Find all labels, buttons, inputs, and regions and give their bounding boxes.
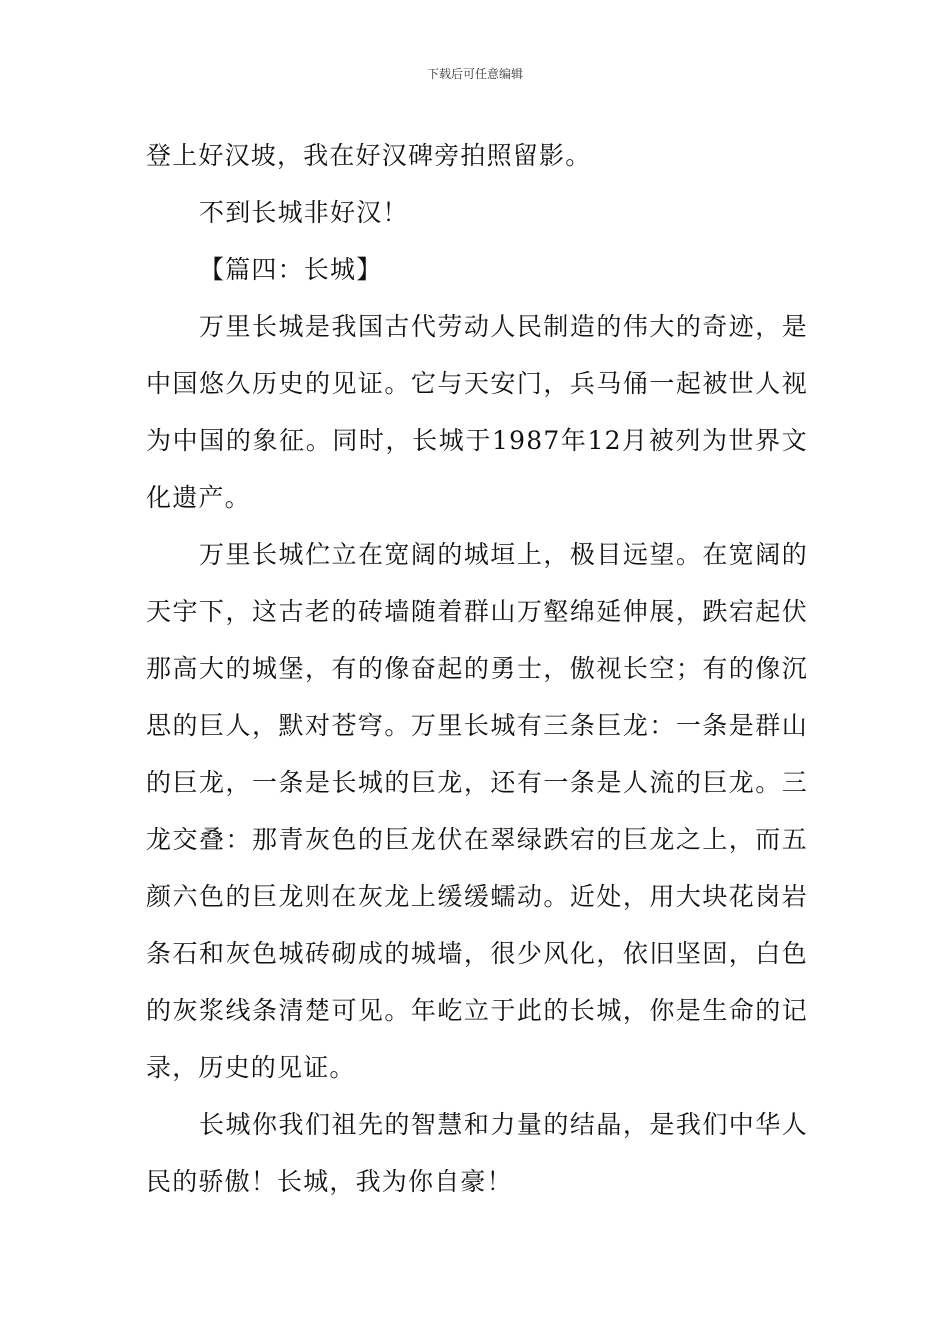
- page-header-note: 下载后可任意编辑: [426, 67, 523, 81]
- paragraph-3: 万里长城是我国古代劳动人民制造的伟大的奇迹，是中国悠久历史的见证。它与天安门，兵马俑一起被世人视为中国的象征。同时，长城于1987年12月被列为世界文化遗产。: [146, 312, 808, 512]
- paragraph-1: 登上好汉坡，我在好汉碑旁拍照留影。: [146, 141, 592, 170]
- paragraph-2: 不到长城非好汉！: [199, 198, 409, 227]
- paragraph-4: 万里长城伫立在宽阔的城垣上，极目远望。在宽阔的天宇下，这古老的砖墙随着群山万壑绵延伸展，跌宕起伏那高大的城堡，有的像奋起的勇士，傲视长空；有的像沉思的巨人，默对苍穹。万里长城有三条巨龙：一条是群山的巨龙，一条是长城的巨龙，还有一条是人流的巨龙。三龙交叠：那青灰色的巨龙伏在翠绿跌宕的巨龙之上，而五颜六色的巨龙则在灰龙上缓缓蠕动。近处，用大块花岗岩条石和灰色城砖砌成的城墙，很少风化，依旧坚固，白色的灰浆线条清楚可见。年屹立于此的长城，你是生命的记录，历史的见证。: [146, 540, 808, 1082]
- document-body: [146, 127, 808, 1210]
- section-heading: 【篇四：长城】: [199, 255, 383, 284]
- paragraph-5: 长城你我们祖先的智慧和力量的结晶，是我们中华人民的骄傲！长城，我为你自豪！: [146, 1110, 808, 1196]
